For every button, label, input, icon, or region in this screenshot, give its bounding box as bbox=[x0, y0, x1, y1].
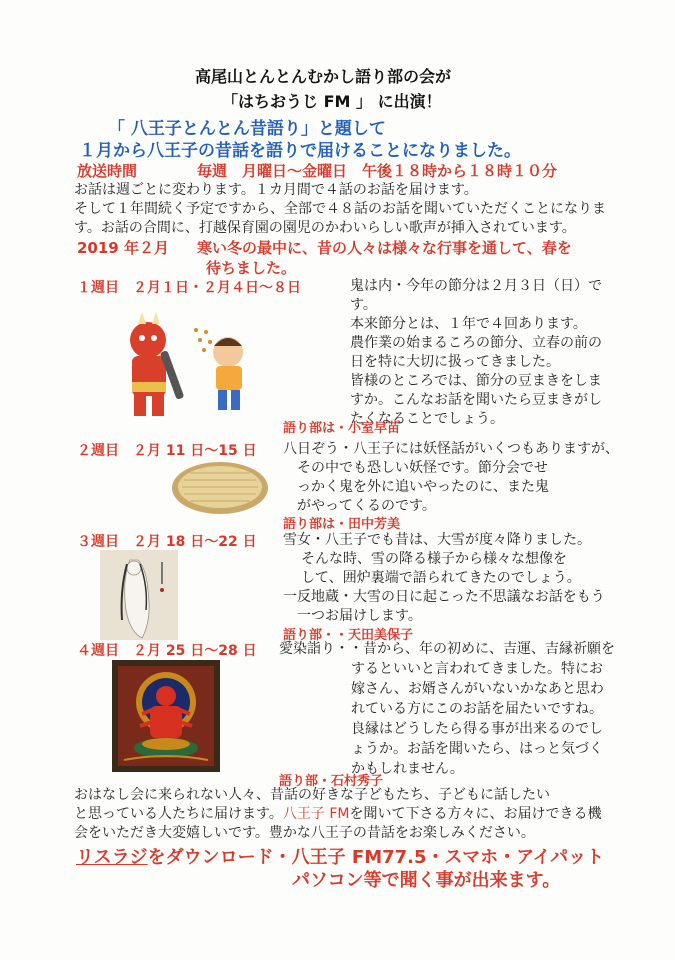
week4-text: 嫁さん、お婿さんがいないかなあと思わ bbox=[351, 681, 604, 697]
intro-line: そして１年間続く予定ですから、全部で４８話のお話を聞いていただくことになりま bbox=[74, 201, 606, 217]
week1-text: 農作業の始まるころの節分、立春の前の bbox=[350, 335, 602, 351]
week2-text: がやってくるのです。 bbox=[297, 498, 436, 514]
week2-narrator: 語り部は・田中芳美 bbox=[283, 517, 401, 532]
header-line2: 「はちおうじ FM 」 に出演！ bbox=[222, 92, 442, 111]
aizen-myoo-painting-illustration bbox=[112, 660, 220, 772]
week2-text: その中でも恐しい妖怪です。節分会でせ bbox=[297, 460, 548, 476]
subtitle-line1: 「 八王子とんとん昔語り」と題して bbox=[108, 119, 386, 139]
outro-line2 bbox=[74, 805, 601, 824]
schedule-text: 毎週 月曜日～金曜日 午後１８時から１８時１０分 bbox=[197, 162, 558, 180]
intro-line: お話は週ごとに変わります。１カ月間で４話のお話を届けます。 bbox=[74, 182, 478, 198]
footer-line1-rest: をダウンロード・八王子 FM77.5・スマホ・アイパット bbox=[147, 847, 605, 868]
week1-text: す。 bbox=[350, 297, 377, 313]
week3-text: 一反地蔵・大雪の日に起こった不思議なお話をもう bbox=[283, 589, 605, 605]
week2-text: 八日ぞう・八王子には妖怪話がいくつもありますが、 bbox=[283, 441, 619, 457]
risuraji-app-name: リスラジ bbox=[76, 847, 148, 868]
week3-text: して、囲炉裏端で語られてきたのでしょう。 bbox=[301, 570, 581, 586]
week1-text: 皆様のところでは、節分の豆まきをしま bbox=[350, 373, 602, 389]
week2-heading: ２週目 ２月 11 日～15 日 bbox=[77, 443, 257, 459]
outro-line1: おはなし会に来られない人々、昔話の好きな子どもたち、子どもに話したい bbox=[74, 787, 550, 803]
oni-bean-throwing-illustration bbox=[120, 310, 270, 425]
week1-text: 日を特に大切に扱ってきました。 bbox=[350, 354, 560, 370]
footer-line2: パソコン等で聞く事が出来ます。 bbox=[292, 870, 561, 891]
week4-text: ょうか。お話を聞いたら、はっと気づく bbox=[351, 741, 603, 757]
week1-narrator: 語り部は・小室早苗 bbox=[283, 421, 401, 436]
yuki-onna-scroll-illustration bbox=[100, 550, 178, 640]
week3-text: 雪女・八王子でも昔は、大雪が度々降りました。 bbox=[283, 532, 591, 548]
week3-narrator: 語り部・・天田美保子 bbox=[283, 628, 414, 643]
header-line1: 高尾山とんとんむかし語り部の会が bbox=[195, 67, 452, 86]
week2-text: っかく鬼を外に追いやったのに、また鬼 bbox=[297, 479, 549, 495]
intro-line: す。お話の合間に、打越保育園の園児のかわいらしい歌声が挿入されています。 bbox=[74, 220, 576, 236]
week4-text: 愛染詣り・・昔から、年の初めに、吉運、吉縁祈願を bbox=[279, 641, 615, 657]
schedule-label: 放送時間 bbox=[77, 162, 138, 180]
outro-line2-a: と思っている人たちに届けます。 bbox=[74, 806, 283, 822]
week3-text: 一つお届けします。 bbox=[297, 608, 422, 624]
week4-text: かもしれません。 bbox=[351, 761, 464, 777]
week4-text: するといいと言われてきました。特にお bbox=[351, 661, 603, 677]
week4-narrator: 語り部・石村秀子 bbox=[279, 774, 384, 789]
week3-heading: ３週目 ２月 18 日～22 日 bbox=[77, 534, 257, 550]
week4-text: れている方にこのお話を届たいですね。 bbox=[351, 701, 603, 717]
week4-text: 良縁はどうしたら得る事が出来るのでし bbox=[351, 721, 603, 737]
week4-heading: ４週目 ２月 25 日～28 日 bbox=[77, 643, 257, 659]
month-text-line2: 待ちました。 bbox=[206, 259, 297, 277]
week1-text: たくなることでしょう。 bbox=[350, 411, 504, 427]
week1-text: すか。こんなお話を聞いたら豆まきがし bbox=[350, 392, 602, 408]
month-label: 2019 年２月 bbox=[77, 239, 169, 257]
week3-text: そんな時、雪の降る様子から様々な想像を bbox=[301, 551, 567, 567]
outro-line3: 会をいただき大変嬉しいです。豊かな八王子の昔話をお楽しみください。 bbox=[74, 825, 535, 841]
month-text-line1: 寒い冬の最中に、昔の人々は様々な行事を通して、春を bbox=[197, 239, 572, 257]
bamboo-sieve-illustration bbox=[170, 458, 270, 516]
outro-line2-c: を聞いて下さる方々に、お届けできる機 bbox=[349, 806, 602, 822]
week1-heading: １週目 ２月１日・２月４日～８日 bbox=[77, 280, 301, 296]
subtitle-line2: １月から八王子の昔話を語りで届けることになりました。 bbox=[79, 141, 521, 161]
week1-text: 本来節分とは、１年で４回あります。 bbox=[350, 316, 587, 332]
week1-text: 鬼は内・今年の節分は２月３日（日）で bbox=[350, 278, 602, 294]
outro-station-name: 八王子 FM bbox=[282, 806, 350, 822]
